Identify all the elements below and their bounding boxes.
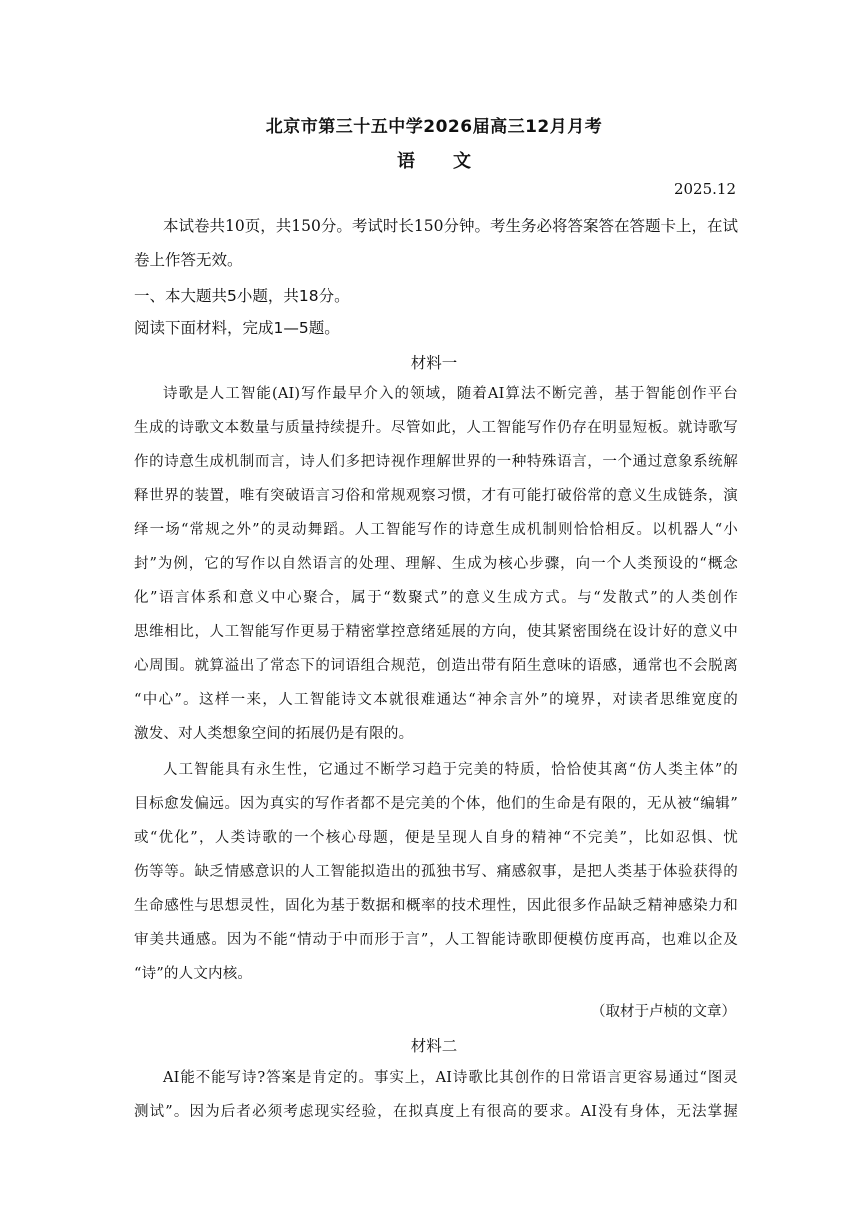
intro-line-1: 本试卷共10页，共150分。考试时长150分钟。考生务必将答案答在答题卡上，在试 xyxy=(163,217,738,235)
exam-title: 北京市第三十五中学2026届高三12月月考 xyxy=(265,117,603,137)
m1-p2-line: 人工智能具有永生性，它通过不断学习趋于完美的特质，恰恰使其离“仿人类主体”的 xyxy=(163,762,738,778)
m1-p1-line: 绎一场“常规之外”的灵动舞蹈。人工智能写作的诗意生成机制则恰恰相反。以机器人“小 xyxy=(134,522,738,538)
material-1-heading: 材料一 xyxy=(410,354,458,372)
m1-p2-line: 或“优化”，人类诗歌的一个核心母题，便是呈现人自身的精神“不完美”，比如忍惧、忧 xyxy=(134,830,738,846)
m1-p1-line: 心周围。就算溢出了常态下的词语组合规范，创造出带有陌生意味的语感，通常也不会脱离 xyxy=(134,658,738,674)
exam-date: 2025.12 xyxy=(673,180,736,198)
material-2-heading: 材料二 xyxy=(410,1037,458,1055)
m1-p1-line: 封”为例，它的写作以自然语言的处理、理解、生成为核心步骤，向一个人类预设的“概念 xyxy=(134,556,738,572)
m1-p1-line: 作的诗意生成机制而言，诗人们多把诗视作理解世界的一种特殊语言，一个通过意象系统解 xyxy=(134,454,738,470)
m1-p2-line: 生命感性与思想灵性，固化为基于数据和概率的技术理性，因此很多作品缺乏精神感染力和 xyxy=(134,898,738,914)
intro-line-2: 卷上作答无效。 xyxy=(134,251,243,269)
m1-p1-line: 化”语言体系和意义中心聚合，属于“数聚式”的意义生成方式。与“发散式”的人类创作 xyxy=(134,590,738,606)
m1-p1-line: 释世界的装置，唯有突破语言习俗和常规观察习惯，才有可能打破俗常的意义生成链条，演 xyxy=(134,488,738,504)
m2-p1-line: AI能不能写诗?答案是肯定的。事实上，AI诗歌比其创作的日常语言更容易通过“图灵 xyxy=(163,1070,738,1086)
m1-p2-line: 目标愈发偏远。因为真实的写作者都不是完美的个体，他们的生命是有限的，无从被“编辑” xyxy=(134,796,738,812)
reading-instruction: 阅读下面材料，完成1—5题。 xyxy=(134,319,340,337)
section-heading: 一、本大题共5小题，共18分。 xyxy=(134,287,350,305)
m1-p1-line: 诗歌是人工智能(AI)写作最早介入的领域，随着AI算法不断完善，基于智能创作平台 xyxy=(163,386,738,402)
m1-p1-line: 思维相比，人工智能写作更易于精密掌控意绪延展的方向，使其紧密围绕在设计好的意义中 xyxy=(134,624,738,640)
subject-char-1: 语 xyxy=(397,151,415,172)
subject-char-2: 文 xyxy=(453,151,471,172)
m1-p2-line: 伤等等。缺乏情感意识的人工智能拟造出的孤独书写、痛感叙事，是把人类基于体验获得的 xyxy=(134,864,738,880)
material-1-source: （取材于卢桢的文章） xyxy=(591,1004,736,1020)
m1-p1-line: 生成的诗歌文本数量与质量持续提升。尽管如此，人工智能写作仍存在明显短板。就诗歌写 xyxy=(134,420,738,436)
m1-p2-line: “诗”的人文内核。 xyxy=(134,966,253,982)
m1-p1-line: “中心”。这样一来，人工智能诗文本就很难通达“神余言外”的境界，对读者思维宽度的 xyxy=(134,692,738,708)
m2-p1-line: 测试”。因为后者必须考虑现实经验，在拟真度上有很高的要求。AI没有身体，无法掌握 xyxy=(134,1104,738,1120)
m1-p1-line: 激发、对人类想象空间的拓展仍是有限的。 xyxy=(134,726,414,742)
subject-title xyxy=(0,147,868,173)
m1-p2-line: 审美共通感。因为不能“情动于中而形于言”，人工智能诗歌即便模仿度再高，也难以企及 xyxy=(134,932,738,948)
